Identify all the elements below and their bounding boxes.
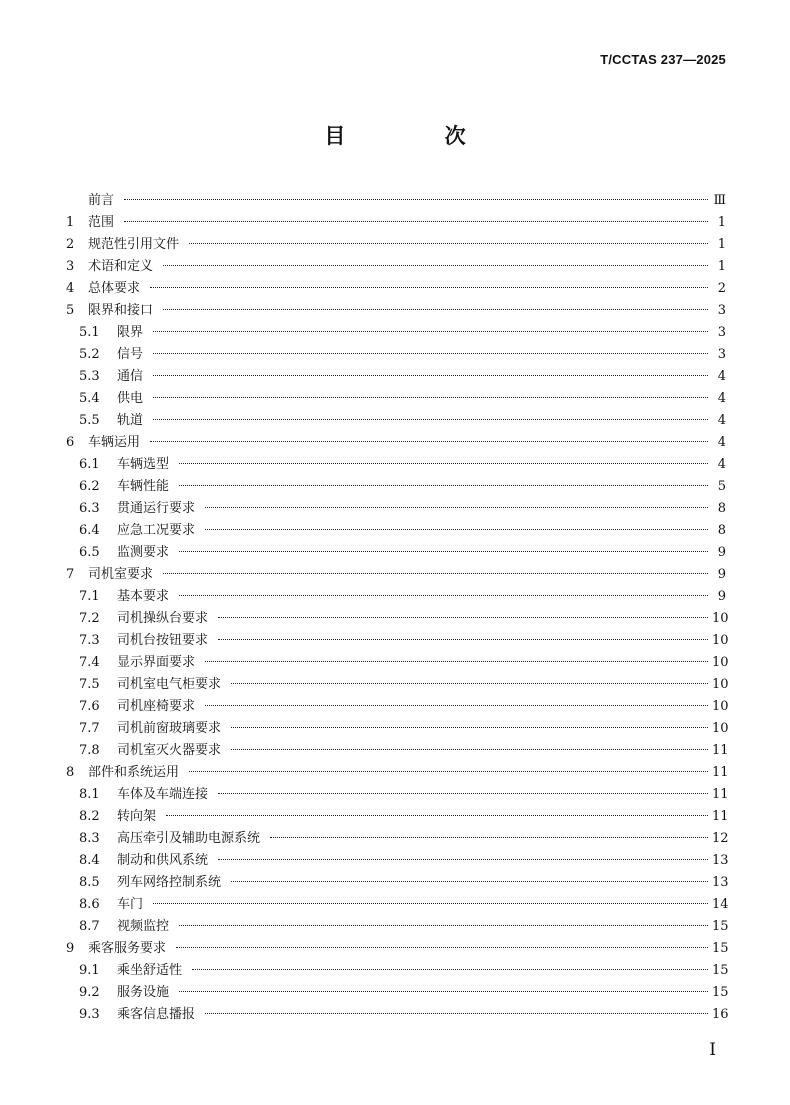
toc-entry-label: 司机室灭火器要求 xyxy=(117,743,222,758)
toc-entry[interactable] xyxy=(66,960,729,982)
toc-entry[interactable] xyxy=(66,652,729,674)
toc-entry-number: 6.1 xyxy=(79,457,100,472)
toc-entry-page: 10 xyxy=(712,721,729,736)
toc-entry[interactable] xyxy=(66,344,726,366)
toc-entry-number: 6.5 xyxy=(79,545,100,560)
toc-entry-page: 5 xyxy=(717,479,726,494)
toc-entry[interactable] xyxy=(66,476,726,498)
toc-entry-number: 9.1 xyxy=(79,963,100,978)
toc-entry-number: 8.2 xyxy=(79,809,100,824)
dot-leader xyxy=(153,418,708,420)
toc-entry[interactable] xyxy=(66,674,729,696)
toc-entry-number: 7.3 xyxy=(79,633,100,648)
toc-entry-number: 5.4 xyxy=(79,391,100,406)
dot-leader xyxy=(179,594,708,596)
toc-entry-page: 9 xyxy=(717,567,726,582)
toc-entry[interactable] xyxy=(66,740,729,762)
toc-entry-label: 总体要求 xyxy=(88,281,141,296)
toc-entry-page: 4 xyxy=(717,457,726,472)
toc-entry-number: 8 xyxy=(66,765,75,780)
toc-entry-label: 司机操纵台要求 xyxy=(117,611,209,626)
dot-leader xyxy=(218,616,708,618)
dot-leader xyxy=(179,550,708,552)
toc-entry-number: 7.5 xyxy=(79,677,100,692)
toc-entry[interactable] xyxy=(66,784,729,806)
toc-entry-label: 车辆性能 xyxy=(117,479,170,494)
dot-leader xyxy=(163,572,708,574)
toc-entry-number: 6.2 xyxy=(79,479,100,494)
toc-entry-page: 2 xyxy=(717,281,726,296)
toc-entry-page: 13 xyxy=(712,875,729,890)
toc-entry-label: 车辆选型 xyxy=(117,457,170,472)
toc-entry-page: 1 xyxy=(717,237,726,252)
dot-leader xyxy=(218,638,708,640)
toc-entry-number: 8.7 xyxy=(79,919,100,934)
toc-entry-number: 3 xyxy=(66,259,75,274)
dot-leader xyxy=(163,308,708,310)
dot-leader xyxy=(153,352,708,354)
toc-entry-label: 监测要求 xyxy=(117,545,170,560)
toc-entry-label: 贯通运行要求 xyxy=(117,501,196,516)
toc-entry-label: 车门 xyxy=(117,897,144,912)
toc-entry-label: 司机前窗玻璃要求 xyxy=(117,721,222,736)
dot-leader xyxy=(153,396,708,398)
toc-entry[interactable] xyxy=(66,630,729,652)
toc-entry-page: 10 xyxy=(712,655,729,670)
dot-leader xyxy=(166,814,708,816)
toc-entry-page: 4 xyxy=(717,391,726,406)
dot-leader xyxy=(205,506,708,508)
toc-entry-label: 通信 xyxy=(117,369,144,384)
toc-entry-number: 5.2 xyxy=(79,347,100,362)
toc-entry-number: 7.7 xyxy=(79,721,100,736)
toc-entry-page: 11 xyxy=(712,743,729,758)
toc-entry-label: 高压牵引及辅助电源系统 xyxy=(117,831,261,846)
toc-entry[interactable] xyxy=(66,322,726,344)
toc-entry-label: 司机台按钮要求 xyxy=(117,633,209,648)
toc-entry[interactable] xyxy=(66,212,726,234)
toc-entry-label: 列车网络控制系统 xyxy=(117,875,222,890)
toc-entry[interactable] xyxy=(66,300,726,322)
toc-entry-label: 制动和供风系统 xyxy=(117,853,209,868)
page-title: 目 次 xyxy=(324,123,512,148)
toc-entry-number: 1 xyxy=(66,215,75,230)
toc-entry-page: 10 xyxy=(712,699,729,714)
toc-entry[interactable] xyxy=(66,916,729,938)
toc-entry[interactable] xyxy=(66,388,726,410)
dot-leader xyxy=(205,1012,708,1014)
toc-entry-page: 10 xyxy=(712,677,729,692)
dot-leader xyxy=(179,462,708,464)
toc-entry-page: 8 xyxy=(717,523,726,538)
toc-entry-page: 3 xyxy=(717,347,726,362)
toc-entry[interactable] xyxy=(66,498,726,520)
toc-entry-label: 车辆运用 xyxy=(88,435,141,450)
dot-leader xyxy=(231,682,708,684)
toc-entry-number: 7 xyxy=(66,567,75,582)
toc-entry-number: 2 xyxy=(66,237,75,252)
dot-leader xyxy=(218,792,708,794)
toc-entry[interactable] xyxy=(66,938,729,960)
toc-entry[interactable] xyxy=(66,894,729,916)
toc-entry-label: 部件和系统运用 xyxy=(88,765,180,780)
toc-entry[interactable] xyxy=(66,872,729,894)
dot-leader xyxy=(153,330,708,332)
toc-entry-label: 视频监控 xyxy=(117,919,170,934)
toc-entry-page: 10 xyxy=(712,633,729,648)
toc-entry-label: 司机室电气柜要求 xyxy=(117,677,222,692)
toc-entry[interactable] xyxy=(66,542,726,564)
toc-entry-label: 前言 xyxy=(88,193,115,208)
toc-entry[interactable] xyxy=(66,828,729,850)
dot-leader xyxy=(270,836,708,838)
page-number: I xyxy=(709,1040,716,1060)
toc-entry[interactable] xyxy=(66,1004,729,1026)
toc-entry-label: 司机座椅要求 xyxy=(117,699,196,714)
toc-entry-page: 1 xyxy=(717,215,726,230)
toc-entry-label: 范围 xyxy=(88,215,115,230)
toc-entry[interactable] xyxy=(66,718,729,740)
toc-entry[interactable] xyxy=(66,234,726,256)
toc-entry-page: 12 xyxy=(712,831,729,846)
toc-entry[interactable] xyxy=(66,806,729,828)
dot-leader xyxy=(124,220,708,222)
toc-entry-page: 8 xyxy=(717,501,726,516)
toc-entry-page: 4 xyxy=(717,435,726,450)
toc-entry-label: 信号 xyxy=(117,347,144,362)
dot-leader xyxy=(179,924,708,926)
toc-entry[interactable] xyxy=(66,432,726,454)
dot-leader xyxy=(153,374,708,376)
toc-entry-label: 限界和接口 xyxy=(88,303,154,318)
toc-entry-page: 11 xyxy=(712,787,729,802)
toc-entry[interactable] xyxy=(66,454,726,476)
dot-leader xyxy=(231,726,708,728)
dot-leader xyxy=(218,858,708,860)
dot-leader xyxy=(192,968,708,970)
dot-leader xyxy=(176,946,708,948)
toc-entry-number: 6 xyxy=(66,435,75,450)
toc-entry-page: 13 xyxy=(712,853,729,868)
toc-entry-label: 供电 xyxy=(117,391,144,406)
dot-leader xyxy=(189,770,708,772)
toc-entry-page: 15 xyxy=(712,963,729,978)
toc-entry[interactable] xyxy=(66,696,729,718)
toc-entry-number: 5.1 xyxy=(79,325,100,340)
toc-entry-label: 显示界面要求 xyxy=(117,655,196,670)
toc-entry[interactable] xyxy=(66,278,726,300)
toc-entry-number: 8.3 xyxy=(79,831,100,846)
toc-entry-page: 14 xyxy=(712,897,729,912)
toc-entry-page: 3 xyxy=(717,303,726,318)
dot-leader xyxy=(205,660,708,662)
toc-entry[interactable] xyxy=(66,586,726,608)
toc-entry-number: 9.3 xyxy=(79,1007,100,1022)
toc-entry-page: 15 xyxy=(712,919,729,934)
toc-entry-number: 9.2 xyxy=(79,985,100,1000)
dot-leader xyxy=(179,990,708,992)
toc-entry-number: 6.4 xyxy=(79,523,100,538)
dot-leader xyxy=(205,528,708,530)
toc-entry-page: 4 xyxy=(717,413,726,428)
toc-entry-label: 限界 xyxy=(117,325,144,340)
toc-entry-number: 8.1 xyxy=(79,787,100,802)
toc-entry[interactable] xyxy=(66,608,729,630)
toc-entry[interactable] xyxy=(66,410,726,432)
toc-entry[interactable] xyxy=(66,982,729,1004)
toc-entry-page: 9 xyxy=(717,589,726,604)
toc-entry-label: 乘客服务要求 xyxy=(88,941,167,956)
toc-entry-label: 规范性引用文件 xyxy=(88,237,180,252)
toc-entry[interactable] xyxy=(66,564,726,586)
dot-leader xyxy=(150,286,708,288)
toc-entry-page: 11 xyxy=(712,809,729,824)
dot-leader xyxy=(153,902,708,904)
toc-entry-page: 11 xyxy=(712,765,729,780)
dot-leader xyxy=(231,748,708,750)
toc-entry-number: 7.1 xyxy=(79,589,100,604)
document-code: T/CCTAS 237—2025 xyxy=(600,52,726,67)
toc-entry[interactable] xyxy=(66,366,726,388)
toc-entry[interactable] xyxy=(66,850,729,872)
toc-entry-label: 车体及车端连接 xyxy=(117,787,209,802)
toc-entry-number: 8.5 xyxy=(79,875,100,890)
toc-entry-label: 转向架 xyxy=(117,809,157,824)
toc-entry-number: 7.4 xyxy=(79,655,100,670)
toc-entry-page: Ⅲ xyxy=(713,193,726,208)
toc-entry-number: 7.6 xyxy=(79,699,100,714)
toc-entry-page: 9 xyxy=(717,545,726,560)
dot-leader xyxy=(231,880,708,882)
toc-entry-page: 1 xyxy=(717,259,726,274)
toc-entry-page: 3 xyxy=(717,325,726,340)
toc-entry-label: 服务设施 xyxy=(117,985,170,1000)
toc-entry-label: 基本要求 xyxy=(117,589,170,604)
dot-leader xyxy=(205,704,708,706)
toc-entry-label: 乘坐舒适性 xyxy=(117,963,183,978)
dot-leader xyxy=(179,484,708,486)
dot-leader xyxy=(124,198,708,200)
toc-entry-number: 8.4 xyxy=(79,853,100,868)
toc-entry-number: 5 xyxy=(66,303,75,318)
toc-entry[interactable] xyxy=(66,520,726,542)
dot-leader xyxy=(189,242,708,244)
toc-entry-number: 8.6 xyxy=(79,897,100,912)
toc-entry-page: 16 xyxy=(712,1007,729,1022)
toc-entry-number: 5.3 xyxy=(79,369,100,384)
toc-entry-page: 15 xyxy=(712,941,729,956)
toc-entry-page: 15 xyxy=(712,985,729,1000)
toc-entry-label: 司机室要求 xyxy=(88,567,154,582)
toc-entry-label: 应急工况要求 xyxy=(117,523,196,538)
toc-entry[interactable] xyxy=(66,190,726,212)
toc-entry-number: 7.2 xyxy=(79,611,100,626)
toc-entry[interactable] xyxy=(66,256,726,278)
toc-entry-number: 4 xyxy=(66,281,75,296)
dot-leader xyxy=(150,440,708,442)
toc-entry-label: 轨道 xyxy=(117,413,144,428)
toc-entry-number: 9 xyxy=(66,941,75,956)
table-of-contents xyxy=(66,190,729,1026)
toc-entry-page: 10 xyxy=(712,611,729,626)
toc-entry-label: 乘客信息播报 xyxy=(117,1007,196,1022)
toc-entry-number: 6.3 xyxy=(79,501,100,516)
toc-entry[interactable] xyxy=(66,762,729,784)
toc-entry-label: 术语和定义 xyxy=(88,259,154,274)
toc-entry-page: 4 xyxy=(717,369,726,384)
toc-entry-number: 7.8 xyxy=(79,743,100,758)
dot-leader xyxy=(163,264,708,266)
toc-entry-number: 5.5 xyxy=(79,413,100,428)
